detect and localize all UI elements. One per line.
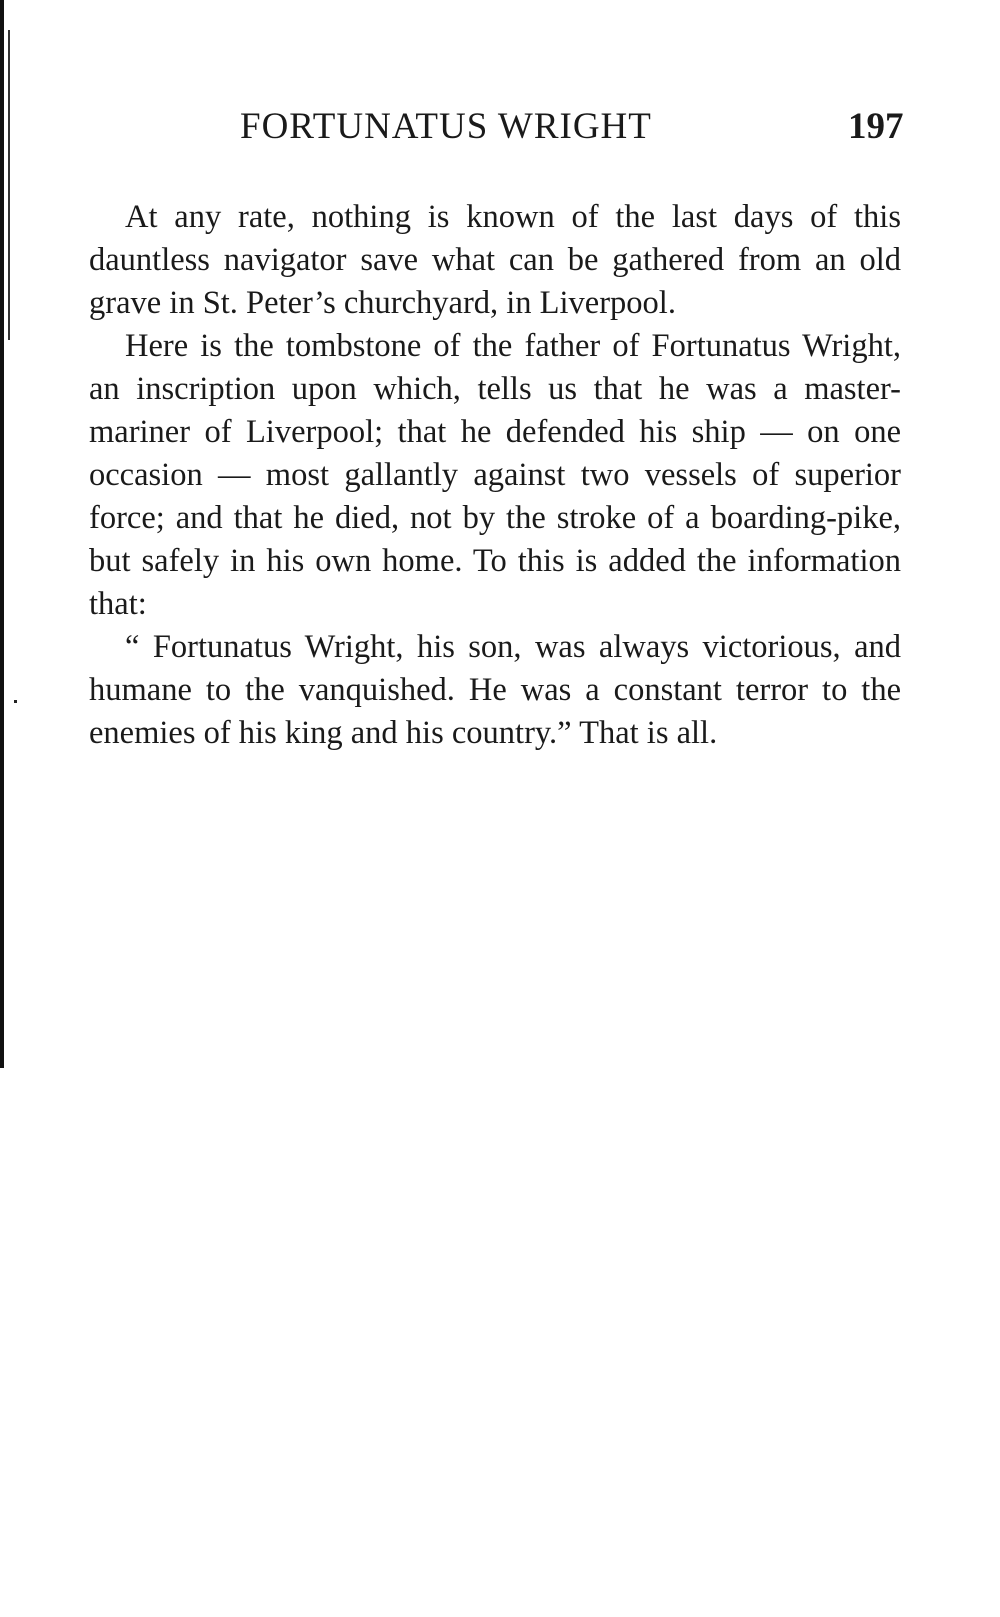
running-title: FORTUNATUS WRIGHT: [240, 106, 652, 147]
page-binding-shadow: [8, 30, 10, 340]
paragraph-3: “ Fortunatus Wright, his son, was always victorious, and humane to the vanquished. He was a constant terror to the enemies of his king and his country.” That is all.: [89, 629, 901, 751]
page-number: 197: [848, 106, 904, 147]
paragraph-2: Here is the tombstone of the father of Fortunatus Wright, an inscription upon which, tells us that he was a master-mariner of Liverpool; that he defended his ship — on one occasion — most gallantly against two vessels of superior force; and that he died, not by the stroke of a boarding-pike, but safely in his own home. To this is added the information that:: [89, 328, 901, 622]
body-text: [89, 196, 901, 755]
running-head: [0, 102, 1000, 152]
scan-speck: [14, 700, 17, 703]
page-binding-edge: [0, 0, 4, 1068]
paragraph-1: At any rate, nothing is known of the last days of this dauntless navigator save what can be gathered from an old grave in St. Peter’s churchyard, in Liverpool.: [89, 199, 901, 321]
